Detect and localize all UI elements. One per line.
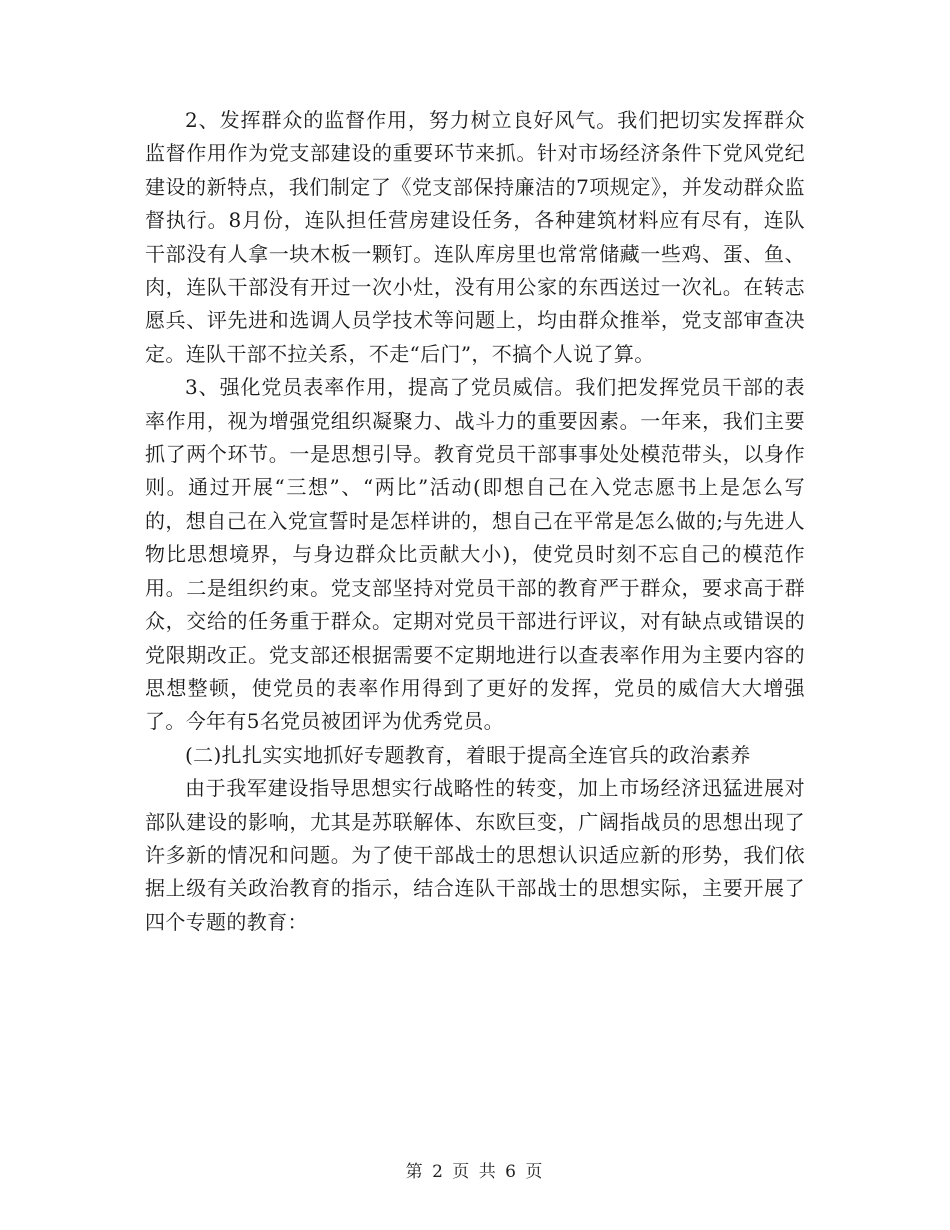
paragraph-party-member-role: 3、强化党员表率作用，提高了党员威信。我们把发挥党员干部的表率作用，视为增强党组织凝聚力、战斗力的重要因素。一年来，我们主要抓了两个环节。一是思想引导。教育党员干部事事处处模范带头，以身作则。通过开展“三想”、“两比”活动(即想自己在入党志愿书上是怎么写的，想自己在入党宣誓时是怎样讲的，想自己在平常是怎么做的;与先进人物比思想境界，与身边群众比贡献大小)，使党员时刻不忘自己的模范作用。二是组织约束。党支部坚持对党员干部的教育严于群众，要求高于群众，交给的任务重于群众。定期对党员干部进行评议，对有缺点或错误的党限期改正。党支部还根据需要不定期地进行以查表率作用为主要内容的思想整顿，使党员的表率作用得到了更好的发挥，党员的威信大大增强了。今年有5名党员被团评为优秀党员。: [145, 375, 805, 734]
paragraph-special-education: 由于我军建设指导思想实行战略性的转变，加上市场经济迅猛进展对部队建设的影响，尤其是苏联解体、东欧巨变，广阔指战员的思想出现了许多新的情况和问题。为了使干部战士的思想认识适应新的形势，我们依据上级有关政治教育的指示，结合连队干部战士的思想实际，主要开展了四个专题的教育：: [145, 776, 805, 934]
document-body: [145, 104, 805, 939]
paragraph-mass-supervision: 2、发挥群众的监督作用，努力树立良好风气。我们把切实发挥群众监督作用作为党支部建设的重要环节来抓。针对市场经济条件下党风党纪建设的新特点，我们制定了《党支部保持廉洁的7项规定》，并发动群众监督执行。8月份，连队担任营房建设任务，各种建筑材料应有尽有，连队干部没有人拿一块木板一颗钉。连队库房里也常常储藏一些鸡、蛋、鱼、肉，连队干部没有开过一次小灶，没有用公家的东西送过一次礼。在转志愿兵、评先进和选调人员学技术等问题上，均由群众推举，党支部审查决定。连队干部不拉关系，不走“后门”，不搞个人说了算。: [145, 108, 805, 366]
section-heading-special-education: (二)扎扎实实地抓好专题教育，着眼于提高全连官兵的政治素养: [185, 742, 751, 767]
page-number-footer: 第 2 页 共 6 页: [405, 1162, 545, 1182]
